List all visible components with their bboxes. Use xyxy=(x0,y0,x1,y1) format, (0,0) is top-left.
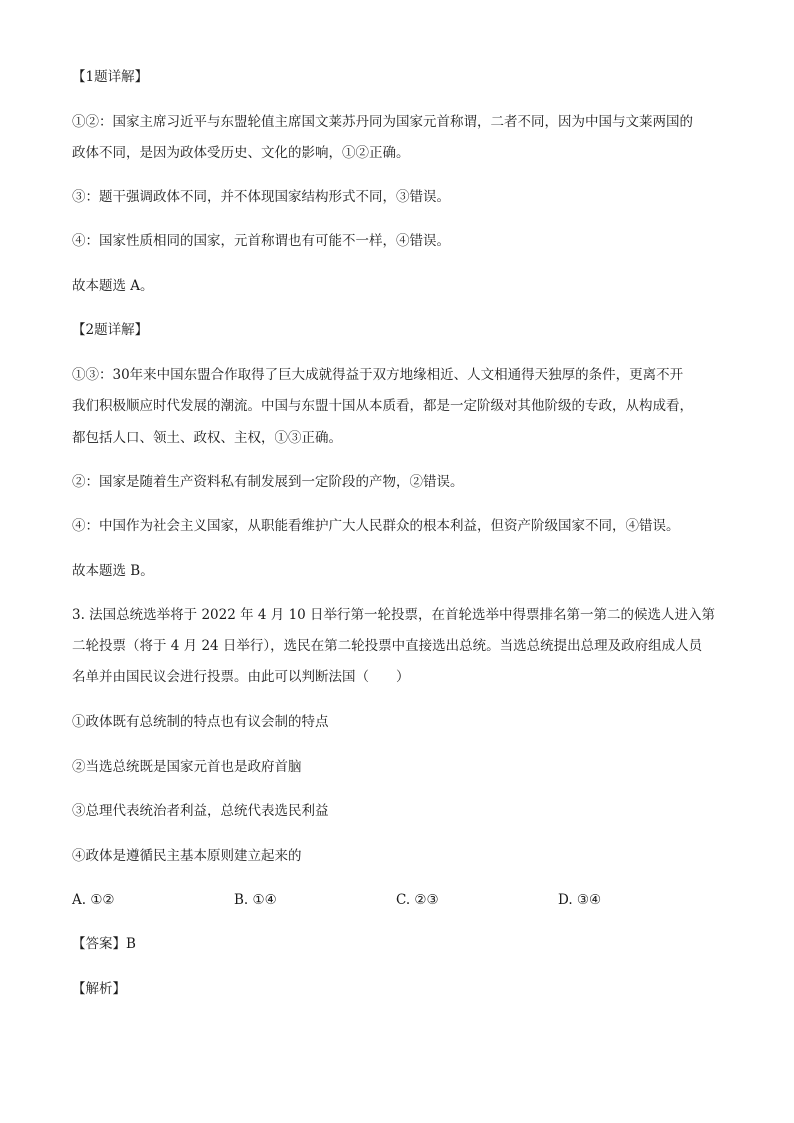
q2-paragraph-3: ④：中国作为社会主义国家，从职能看维护广大人民群众的根本利益，但资产阶级国家不同，④错误。 xyxy=(72,518,680,534)
q3-option-c: C. ②③ xyxy=(396,892,439,908)
q3-stem-line-3: 名单并由国民议会进行投票。由此可以判断法国（ ） xyxy=(72,669,410,685)
q3-stem-line-2: 二轮投票（将于 4 月 24 日举行），选民在第二轮投票中直接选出总统。当选总统提出总理及政府组成人员 xyxy=(72,638,703,654)
q1-conclusion: 故本题选 A。 xyxy=(72,278,154,294)
q2-detail-heading: 【2题详解】 xyxy=(72,322,149,338)
q3-statement-1: ①政体既有总统制的特点也有议会制的特点 xyxy=(72,714,329,730)
q3-statement-4: ④政体是遵循民主基本原则建立起来的 xyxy=(72,848,302,864)
q2-paragraph-1-line-3: 都包括人口、领土、政权、主权，①③正确。 xyxy=(72,430,342,446)
q1-detail-heading: 【1题详解】 xyxy=(72,69,149,85)
q1-paragraph-1-line-2: 政体不同，是因为政体受历史、文化的影响，①②正确。 xyxy=(72,145,410,161)
q2-paragraph-1-line-2: 我们积极顺应时代发展的潮流。中国与东盟十国从本质看，都是一定阶级对其他阶级的专政，从构成看， xyxy=(72,398,693,414)
q1-paragraph-3: ④：国家性质相同的国家，元首称谓也有可能不一样，④错误。 xyxy=(72,233,450,249)
q3-statement-3: ③总理代表统治者利益，总统代表选民利益 xyxy=(72,803,329,819)
q3-option-b: B. ①④ xyxy=(234,892,277,908)
q2-paragraph-1-line-1: ①③：30年来中国东盟合作取得了巨大成就得益于双方地缘相近、人文相通得天独厚的条件，更离不开 xyxy=(72,367,684,383)
q3-statement-2: ②当选总统既是国家元首也是政府首脑 xyxy=(72,759,302,775)
q3-option-a: A. ①② xyxy=(72,892,115,908)
q1-paragraph-1-line-1: ①②：国家主席习近平与东盟轮值主席国文莱苏丹同为国家元首称谓，二者不同，因为中国与文莱两国的 xyxy=(72,114,693,130)
q3-option-d: D. ③④ xyxy=(558,892,602,908)
q3-answer xyxy=(72,934,732,954)
q2-conclusion: 故本题选 B。 xyxy=(72,563,154,579)
q3-stem-line-1: 3. 法国总统选举将于 2022 年 4 月 10 日举行第一轮投票，在首轮选举中得票排名第一第二的候选人进入第 xyxy=(72,607,716,623)
q3-analysis-label: 【解析】 xyxy=(72,981,126,997)
q3-answer-value: B xyxy=(126,936,136,952)
q3-answer-label: 【答案】 xyxy=(72,936,126,952)
q2-paragraph-2: ②：国家是随着生产资料私有制发展到一定阶段的产物，②错误。 xyxy=(72,474,464,490)
q1-paragraph-2: ③：题干强调政体不同，并不体现国家结构形式不同，③错误。 xyxy=(72,189,450,205)
